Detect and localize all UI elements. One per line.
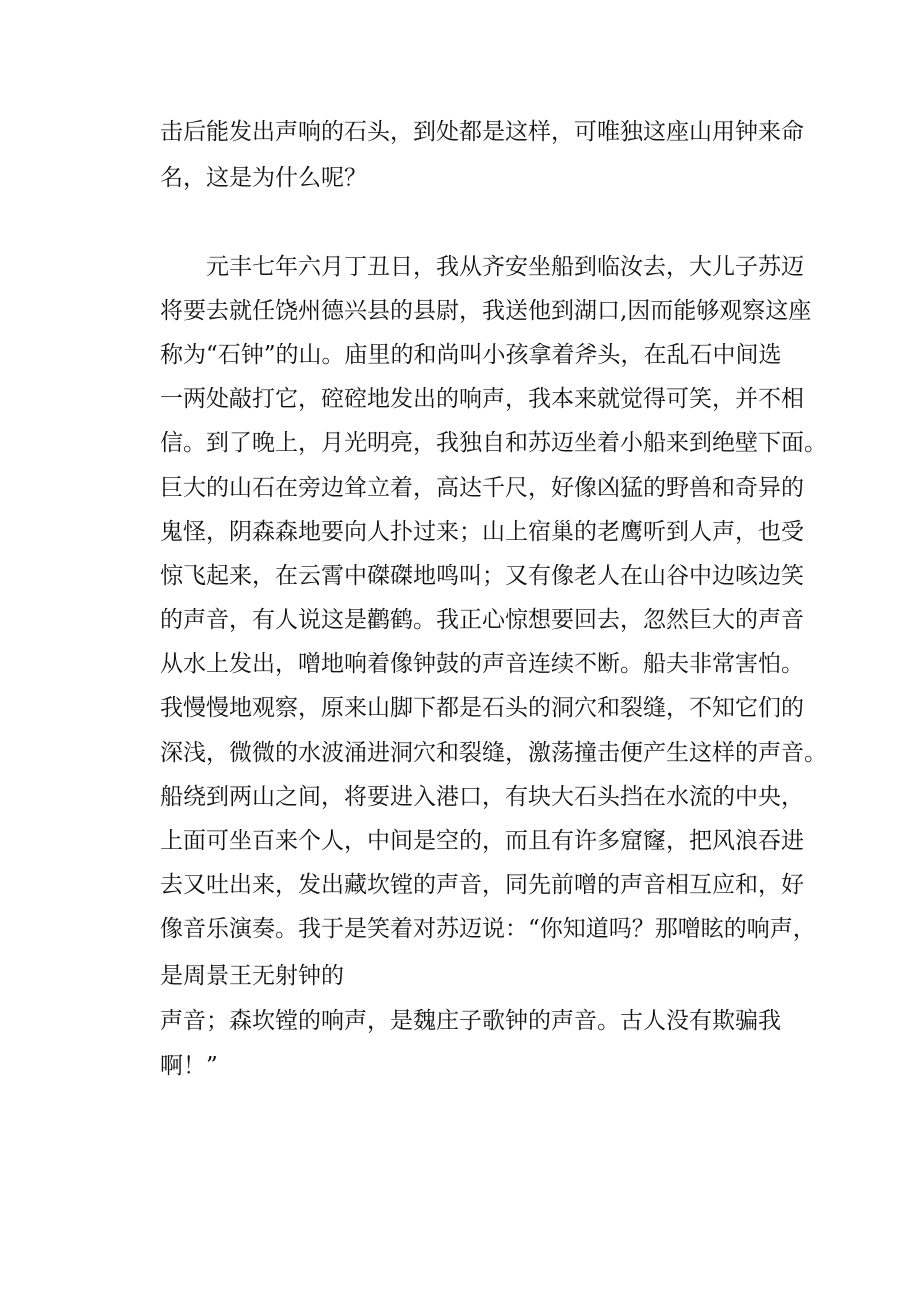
text-line: 的声音，有人说这是鹳鹤。我正心惊想要回去，忽然巨大的声音	[160, 607, 804, 633]
text-line: 称为“石钟”的山。庙里的和尚叫小孩拿着斧头，在乱石中间选	[160, 342, 782, 368]
text-line: 一两处敲打它，硿硿地发出的响声，我本来就觉得可笑，并不相	[160, 386, 804, 412]
text-line: 我慢慢地观察，原来山脚下都是石头的洞穴和裂缝，不知它们的	[160, 695, 804, 721]
text-line: 惊飞起来，在云霄中磔磔地鸣叫；又有像老人在山谷中边咳边笑	[160, 563, 804, 589]
text-line: 像音乐演奏。我于是笑着对苏迈说：“你知道吗？那噌眩的响声，	[160, 916, 816, 942]
text-line: 信。到了晚上，月光明亮，我独自和苏迈坐着小船来到绝壁下面。	[160, 430, 827, 456]
text-line: 声音；森坎镗的响声，是魏庄子歌钟的声音。古人没有欺骗我	[160, 1008, 781, 1034]
text-line: 击后能发出声响的石头，到处都是这样，可唯独这座山用钟来命	[160, 119, 804, 145]
text-line: 将要去就任饶州德兴县的县尉，我送他到湖口,因而能够观察这座	[160, 298, 812, 324]
text-line: 船绕到两山之间，将要进入港口，有块大石头挡在水流的中央，	[160, 784, 804, 810]
text-line: 深浅，微微的水波涌进洞穴和裂缝，激荡撞击便产生这样的声音。	[160, 740, 827, 766]
text-line: 元丰七年六月丁丑日，我从齐安坐船到临汝去，大儿子苏迈	[206, 254, 804, 280]
text-line: 是周景王无射钟的	[160, 963, 344, 989]
text-line: 去又吐出来，发出藏坎镗的声音，同先前噌的声音相互应和，好	[160, 872, 804, 898]
text-line: 巨大的山石在旁边耸立着，高达千尺，好像凶猛的野兽和奇异的	[160, 475, 804, 501]
text-line: 上面可坐百来个人，中间是空的，而且有许多窟窿，把风浪吞进	[160, 828, 804, 854]
text-line: 从水上发出，噌地响着像钟鼓的声音连续不断。船夫非常害怕。	[160, 651, 804, 677]
text-line: 啊！”	[160, 1053, 218, 1079]
text-line: 鬼怪，阴森森地要向人扑过来；山上宿巢的老鹰听到人声，也受	[160, 519, 804, 545]
text-line: 名，这是为什么呢？	[160, 165, 367, 191]
